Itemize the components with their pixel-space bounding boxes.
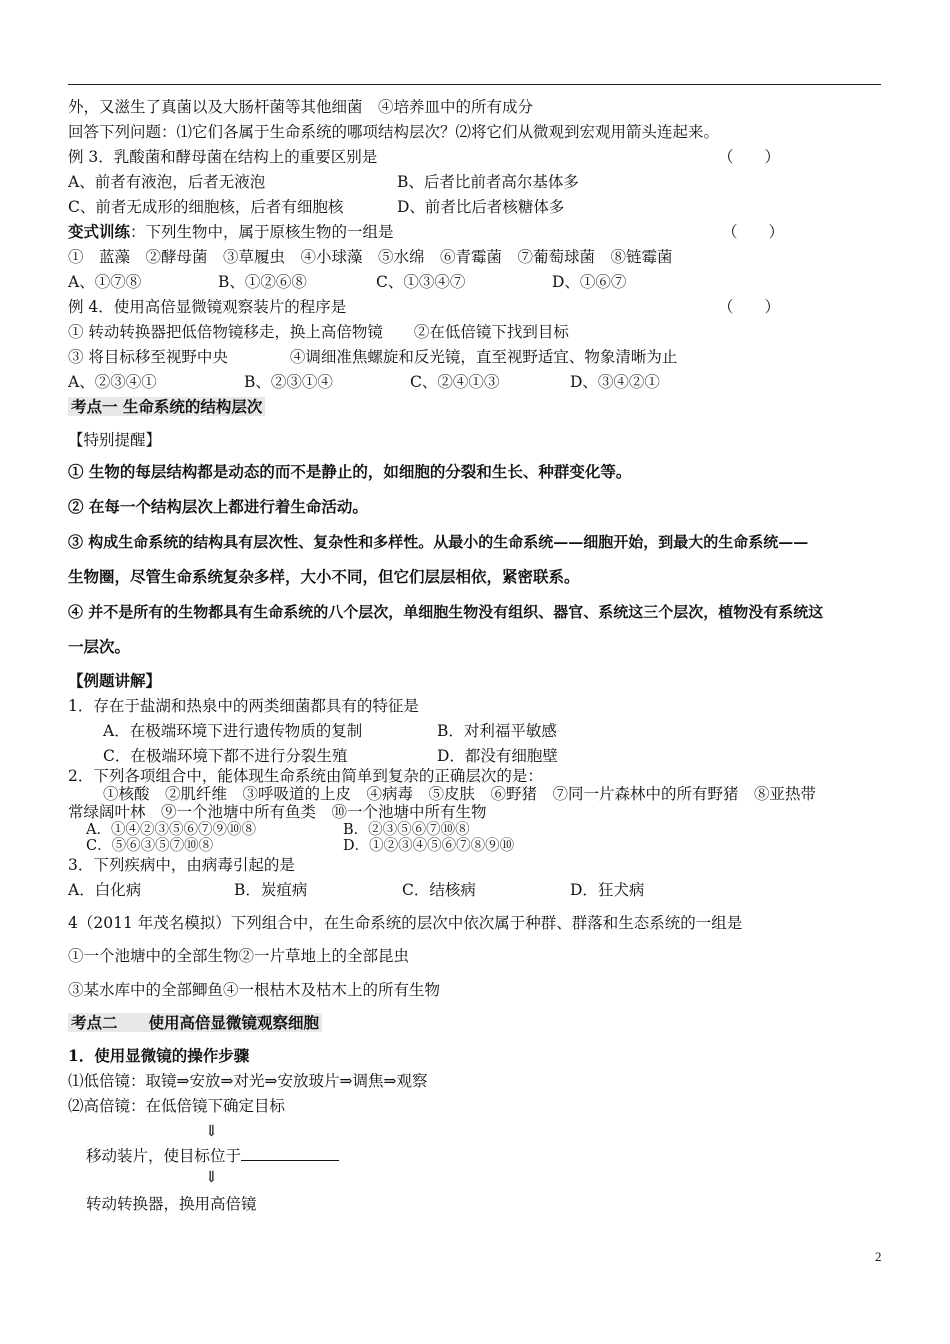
subheading: 1．使用显微镜的操作步骤 [68, 1046, 250, 1065]
example4-question: 例 4．使用高倍显微镜观察装片的程序是 [68, 298, 347, 316]
low-power-steps: ⑴低倍镜：取镜⇒安放⇒对光⇒安放玻片⇒调焦⇒观察 [68, 1072, 428, 1090]
option-c: C．结核病 [402, 881, 476, 899]
text-line: 外，又滋生了真菌以及大肠杆菌等其他细菌 ④培养皿中的所有成分 [68, 98, 534, 116]
option-b: B．②③⑤⑥⑦⑩⑧ [343, 822, 470, 838]
option-d: D、前者比后者核糖体多 [397, 198, 565, 216]
section-title: 考点二 使用高倍显微镜观察细胞 [68, 1013, 322, 1033]
turn-converter-step: 转动转换器，换用高倍镜 [86, 1195, 257, 1213]
answer-paren: （ ） [722, 223, 785, 241]
variant-question [68, 222, 394, 242]
example3-question: 例 3．乳酸菌和酵母菌在结构上的重要区别是 [68, 148, 378, 166]
high-power-steps: ⑵高倍镜：在低倍镜下确定目标 [68, 1097, 286, 1115]
option-b: B、①②⑥⑧ [218, 273, 307, 291]
text-line: 回答下列问题：⑴它们各属于生命系统的哪项结构层次？⑵将它们从微观到宏观用箭头连起来。 [68, 123, 720, 141]
option-d: D、③④②① [570, 373, 660, 391]
option-d: D．①②③④⑤⑥⑦⑧⑨⑩ [343, 838, 515, 854]
option-a: A．在极端环境下进行遗传物质的复制 [103, 722, 363, 740]
question-2-items: 常绿阔叶林 ⑨一个池塘中所有鱼类 ⑩一个池塘中所有生物 [68, 803, 487, 821]
option-c: C．在极端环境下都不进行分裂生殖 [103, 747, 348, 765]
option-d: D、①⑥⑦ [552, 273, 627, 291]
option-d: D．狂犬病 [570, 881, 645, 899]
option-c: C、②④①③ [410, 373, 500, 391]
answer-paren: （ ） [718, 298, 781, 316]
down-arrow-icon: ⇓ [205, 1168, 218, 1186]
option-b: B．对利福平敏感 [437, 722, 557, 740]
question-2-items: ①核酸 ②肌纤维 ③呼吸道的上皮 ④病毒 ⑤皮肤 ⑥野猪 ⑦同一片森林中的所有野猪 ⑧亚热带 [103, 785, 817, 803]
step-line: ① 转动转换器把低倍物镜移走，换上高倍物镜 ②在低倍镜下找到目标 [68, 323, 569, 341]
question-4-items: ①一个池塘中的全部生物②一片草地上的全部昆虫 [68, 947, 410, 965]
section-title: 考点一 生命系统的结构层次 [68, 397, 265, 417]
option-d: D．都没有细胞壁 [437, 747, 558, 765]
tip-paragraph: ① 生物的每层结构都是动态的而不是静止的，如细胞的分裂和生长、种群变化等。 [68, 462, 632, 481]
fill-in-blank [241, 1146, 339, 1161]
question-4: 4（2011 年茂名模拟）下列组合中，在生命系统的层次中依次属于种群、群落和生态系统的一组是 [68, 914, 743, 932]
option-c: C、①③④⑦ [376, 273, 466, 291]
step-line: ③ 将目标移至视野中央 ④调细准焦螺旋和反光镜，直至视野适宜、物象清晰为止 [68, 348, 678, 366]
down-arrow-icon: ⇓ [205, 1122, 218, 1140]
variant-label: 变式训练 [68, 222, 131, 241]
header-rule [68, 84, 881, 85]
tip-paragraph: 生物圈，尽管生命系统复杂多样，大小不同，但它们层层相依，紧密联系。 [68, 567, 580, 586]
question-4-items: ③某水库中的全部鲫鱼④一根枯木及枯木上的所有生物 [68, 981, 441, 999]
tip-heading: 【特别提醒】 [68, 431, 162, 449]
question-3: 3．下列疾病中，由病毒引起的是 [68, 856, 295, 874]
option-c: C．⑤⑥③⑤⑦⑩⑧ [86, 838, 214, 854]
question-1: 1．存在于盐湖和热泉中的两类细菌都具有的特征是 [68, 697, 419, 715]
option-a: A．①④②③⑤⑥⑦⑨⑩⑧ [86, 822, 256, 838]
answer-paren: （ ） [718, 148, 781, 166]
tip-paragraph: ④ 并不是所有的生物都具有生命系统的八个层次，单细胞生物没有组织、器官、系统这三个层次，植物没有系统这 [68, 603, 824, 621]
question-2: 2．下列各项组合中，能体现生命系统由简单到复杂的正确层次的是： [68, 767, 543, 785]
option-a: A、①⑦⑧ [68, 273, 142, 291]
page-number: 2 [875, 1249, 882, 1264]
variant-items: ① 蓝藻 ②酵母菌 ③草履虫 ④小球藻 ⑤水绵 ⑥青霉菌 ⑦葡萄球菌 ⑧链霉菌 [68, 248, 673, 266]
variant-question-text: ：下列生物中，属于原核生物的一组是 [130, 223, 394, 241]
option-a: A、②③④① [68, 373, 157, 391]
move-slide-step: 移动装片，使目标位于 [86, 1146, 339, 1166]
examples-heading: 【例题讲解】 [68, 671, 162, 690]
tip-paragraph: ③ 构成生命系统的结构具有层次性、复杂性和多样性。从最小的生命系统——细胞开始，到最大的生命系统—— [68, 533, 809, 551]
option-b: B、后者比前者高尔基体多 [397, 173, 579, 191]
option-a: A．白化病 [68, 881, 142, 899]
tip-paragraph: 一层次。 [68, 637, 131, 656]
option-b: B、②③①④ [244, 373, 333, 391]
option-a: A、前者有液泡，后者无液泡 [68, 173, 266, 191]
option-c: C、前者无成形的细胞核，后者有细胞核 [68, 198, 344, 216]
option-b: B．炭疽病 [234, 881, 308, 899]
tip-paragraph: ② 在每一个结构层次上都进行着生命活动。 [68, 497, 368, 516]
